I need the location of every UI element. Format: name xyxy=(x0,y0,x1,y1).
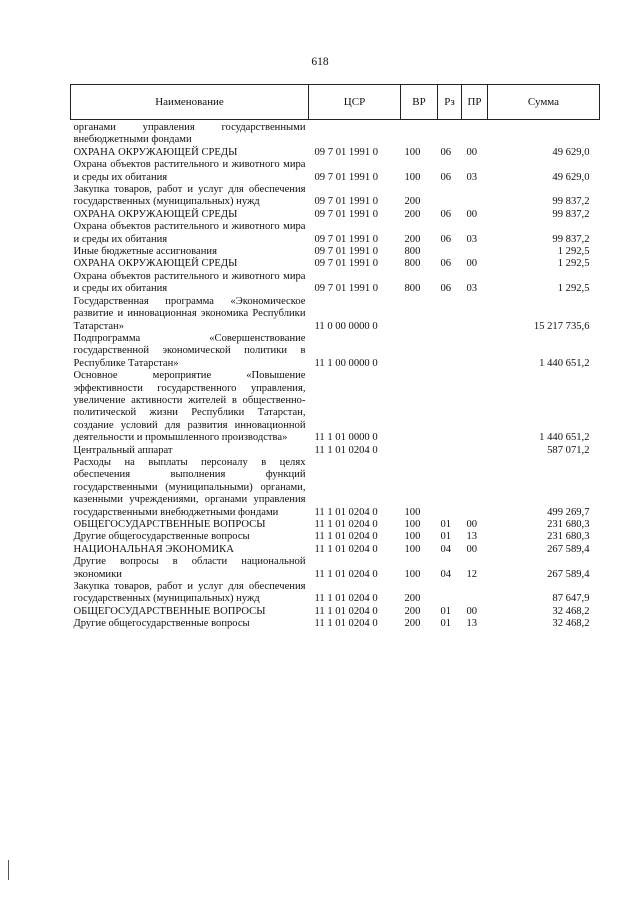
cell-name: Закупка товаров, работ и услуг для обеспечения государственных (муниципальных) нужд xyxy=(73,581,306,605)
cell-vr: 100 xyxy=(404,531,421,543)
cell-name: Другие общегосударственные вопросы xyxy=(73,531,250,543)
cell-sum: 1 292,5 xyxy=(557,283,590,295)
table-row xyxy=(71,184,600,209)
table-row xyxy=(71,531,600,543)
table-header xyxy=(71,85,600,120)
cell-csr: 11 1 01 0204 0 xyxy=(314,543,378,555)
cell-pr xyxy=(462,184,488,209)
cell-vr xyxy=(401,333,438,370)
cell-rz xyxy=(438,370,462,444)
cell-name: Охрана объектов растительного и животного мира и среды их обитания xyxy=(73,159,306,183)
cell-csr: 11 1 01 0204 0 xyxy=(314,593,378,605)
cell-sum: 231 680,3 xyxy=(547,519,590,530)
cell-pr xyxy=(462,333,488,370)
table-row xyxy=(71,618,600,630)
table-row xyxy=(71,519,600,531)
cell-name: органами управления государственными внебюджетными фондами xyxy=(73,122,306,146)
cell-pr: 00 xyxy=(466,146,478,158)
cell-rz xyxy=(438,184,462,209)
table-row xyxy=(71,606,600,618)
table-row xyxy=(71,246,600,258)
cell-pr xyxy=(462,296,488,333)
cell-vr: 200 xyxy=(404,208,421,220)
cell-vr: 200 xyxy=(404,196,421,208)
table-row xyxy=(71,445,600,457)
cell-name: НАЦИОНАЛЬНАЯ ЭКОНОМИКА xyxy=(73,543,234,555)
cell-csr: 09 7 01 1991 0 xyxy=(314,196,379,208)
cell-name: ОБЩЕГОСУДАРСТВЕННЫЕ ВОПРОСЫ xyxy=(73,519,266,530)
cell-pr xyxy=(462,445,488,457)
cell-vr: 100 xyxy=(404,506,421,518)
table-row xyxy=(71,370,600,444)
cell-rz xyxy=(438,445,462,457)
cell-rz: 06 xyxy=(440,208,452,220)
cell-sum: 32 468,2 xyxy=(552,618,590,630)
cell-sum: 587 071,2 xyxy=(547,444,590,456)
cell-rz: 06 xyxy=(440,146,452,158)
cell-csr: 09 7 01 1991 0 xyxy=(314,146,379,158)
table-row xyxy=(71,209,600,221)
cell-rz: 06 xyxy=(440,283,452,295)
cell-sum: 1 292,5 xyxy=(557,246,590,258)
cell-name: Основное мероприятие «Повышение эффективности государственного управления, увеличение активности жителей в общественно-политической жизни Республики Татарстан, создание условий для развития инновационной деятельности и промышленного производства» xyxy=(73,370,306,444)
cell-vr xyxy=(401,296,438,333)
cell-csr: 11 1 01 0204 0 xyxy=(314,519,378,530)
cell-vr: 200 xyxy=(404,593,421,605)
cell-vr: 800 xyxy=(404,246,421,258)
cell-sum: 87 647,9 xyxy=(552,593,590,605)
cell-csr: 11 1 01 0204 0 xyxy=(314,506,378,518)
cell-rz xyxy=(438,581,462,606)
cell-pr xyxy=(462,581,488,606)
cell-sum: 49 629,0 xyxy=(552,171,590,183)
cell-pr: 03 xyxy=(466,283,478,295)
cell-vr: 800 xyxy=(404,258,421,270)
cell-sum: 99 837,2 xyxy=(552,233,590,245)
cell-csr: 11 1 01 0000 0 xyxy=(314,432,378,444)
table-row xyxy=(71,147,600,159)
budget-table xyxy=(70,84,600,631)
cell-pr xyxy=(462,120,488,147)
cell-pr: 13 xyxy=(466,531,478,543)
cell-name: Закупка товаров, работ и услуг для обеспечения государственных (муниципальных) нужд xyxy=(73,184,306,208)
cell-pr: 00 xyxy=(466,258,478,270)
cell-pr: 03 xyxy=(466,171,478,183)
cell-name: Государственная программа «Экономическое развитие и инновационная экономика Республики Татарстан» xyxy=(73,295,306,332)
cell-rz: 04 xyxy=(440,568,452,580)
table-row xyxy=(71,544,600,556)
cell-sum: 1 440 651,2 xyxy=(539,432,590,444)
header-sum: Сумма xyxy=(488,85,600,120)
cell-rz: 06 xyxy=(440,171,452,183)
cell-rz: 01 xyxy=(440,605,452,617)
margin-mark xyxy=(8,860,9,880)
cell-sum: 267 589,4 xyxy=(547,568,590,580)
cell-pr: 12 xyxy=(466,568,478,580)
cell-name: ОХРАНА ОКРУЖАЮЩЕЙ СРЕДЫ xyxy=(73,258,238,270)
cell-sum: 32 468,2 xyxy=(552,605,590,617)
cell-sum: 15 217 735,6 xyxy=(533,320,590,332)
cell-vr xyxy=(401,120,438,147)
cell-sum: 99 837,2 xyxy=(552,208,590,220)
cell-csr: 09 7 01 1991 0 xyxy=(314,233,379,245)
cell-vr: 200 xyxy=(404,233,421,245)
table-row xyxy=(71,581,600,606)
cell-csr: 11 1 01 0204 0 xyxy=(314,444,378,456)
cell-pr: 03 xyxy=(466,233,478,245)
cell-pr: 00 xyxy=(466,519,478,530)
cell-sum: 49 629,0 xyxy=(552,146,590,158)
cell-name: Иные бюджетные ассигнования xyxy=(73,246,217,258)
cell-vr: 100 xyxy=(404,543,421,555)
table-row xyxy=(71,333,600,370)
cell-rz: 06 xyxy=(440,258,452,270)
cell-csr: 11 1 01 0204 0 xyxy=(314,618,378,630)
cell-rz: 04 xyxy=(440,543,452,555)
cell-csr: 11 1 01 0204 0 xyxy=(314,605,378,617)
cell-vr: 100 xyxy=(404,568,421,580)
cell-csr: 09 7 01 1991 0 xyxy=(314,283,379,295)
cell-pr: 00 xyxy=(466,208,478,220)
cell-name: Охрана объектов растительного и животного мира и среды их обитания xyxy=(73,270,306,295)
cell-name: ОБЩЕГОСУДАРСТВЕННЫЕ ВОПРОСЫ xyxy=(73,605,266,617)
table-row xyxy=(71,457,600,519)
table-row xyxy=(71,556,600,581)
cell-rz xyxy=(438,296,462,333)
cell-sum: 267 589,4 xyxy=(547,543,590,555)
cell-csr: 11 0 00 0000 0 xyxy=(314,320,378,332)
cell-name: Другие общегосударственные вопросы xyxy=(73,618,250,630)
cell-pr: 00 xyxy=(466,543,478,555)
cell-sum: 231 680,3 xyxy=(547,531,590,543)
cell-pr xyxy=(462,370,488,444)
table-row xyxy=(71,271,600,296)
cell-name: Другие вопросы в области национальной экономики xyxy=(73,556,306,580)
cell-rz: 06 xyxy=(440,233,452,245)
cell-name: ОХРАНА ОКРУЖАЮЩЕЙ СРЕДЫ xyxy=(73,146,238,158)
header-csr: ЦСР xyxy=(309,85,401,120)
cell-csr: 09 7 01 1991 0 xyxy=(314,171,379,183)
cell-csr: 09 7 01 1991 0 xyxy=(314,246,379,258)
table-row xyxy=(71,296,600,333)
cell-rz: 01 xyxy=(440,531,452,543)
cell-csr: 11 1 01 0204 0 xyxy=(314,568,378,580)
cell-csr xyxy=(309,120,401,147)
header-name: Наименование xyxy=(71,85,309,120)
cell-rz xyxy=(438,120,462,147)
header-pr: ПР xyxy=(462,85,488,120)
cell-pr: 00 xyxy=(466,605,478,617)
cell-sum: 1 292,5 xyxy=(557,258,590,270)
cell-csr: 09 7 01 1991 0 xyxy=(314,258,379,270)
table-row xyxy=(71,221,600,246)
cell-vr: 100 xyxy=(404,146,421,158)
cell-pr xyxy=(462,457,488,519)
cell-csr: 11 1 01 0204 0 xyxy=(314,531,378,543)
cell-vr: 100 xyxy=(404,171,421,183)
cell-rz: 01 xyxy=(440,519,452,530)
header-vr: ВР xyxy=(401,85,438,120)
cell-csr: 11 1 00 0000 0 xyxy=(314,357,378,369)
table-body xyxy=(71,120,600,631)
cell-sum: 99 837,2 xyxy=(552,196,590,208)
cell-sum: 1 440 651,2 xyxy=(539,357,590,369)
cell-name: Подпрограмма «Совершенствование государственной экономической политики в Республике Татарстан» xyxy=(73,332,306,369)
cell-pr xyxy=(462,246,488,258)
cell-vr xyxy=(401,445,438,457)
cell-rz xyxy=(438,246,462,258)
cell-rz xyxy=(438,457,462,519)
table-row xyxy=(71,159,600,184)
page-number: 618 xyxy=(311,56,329,68)
header-rz: Рз xyxy=(438,85,462,120)
cell-vr: 200 xyxy=(404,618,421,630)
cell-name: Расходы на выплаты персоналу в целях обеспечения выполнения функций государственными (муниципальными) органами, казенными учреждениями, органами управления государственными внебюджетными фондами xyxy=(73,456,306,518)
cell-rz xyxy=(438,333,462,370)
cell-vr: 800 xyxy=(404,283,421,295)
cell-name: Охрана объектов растительного и животного мира и среды их обитания xyxy=(73,221,306,245)
cell-name: ОХРАНА ОКРУЖАЮЩЕЙ СРЕДЫ xyxy=(73,208,238,220)
cell-vr xyxy=(401,370,438,444)
cell-vr: 100 xyxy=(404,519,421,530)
cell-pr: 13 xyxy=(466,618,478,630)
table-row xyxy=(71,120,600,147)
cell-rz: 01 xyxy=(440,618,452,630)
cell-sum xyxy=(488,120,600,147)
cell-csr: 09 7 01 1991 0 xyxy=(314,208,379,220)
cell-name: Центральный аппарат xyxy=(73,444,173,456)
table-row xyxy=(71,258,600,270)
cell-vr: 200 xyxy=(404,605,421,617)
cell-sum: 499 269,7 xyxy=(547,506,590,518)
